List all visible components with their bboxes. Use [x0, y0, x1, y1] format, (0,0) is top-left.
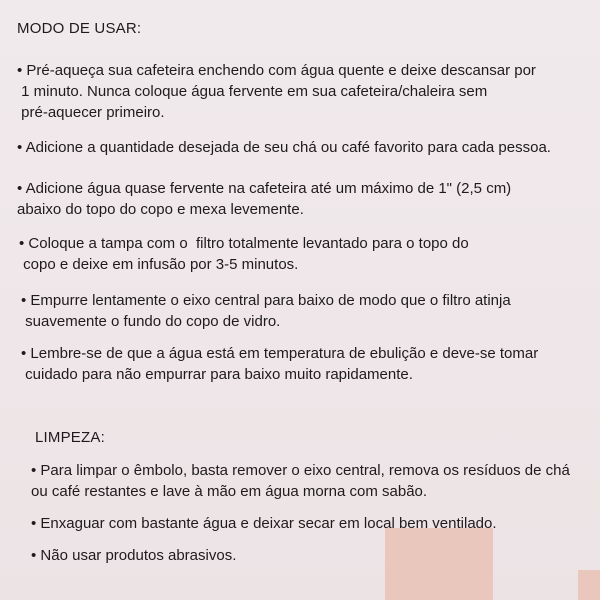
- instruction-item-2: [17, 137, 551, 158]
- cleaning-line: • Para limpar o êmbolo, basta remover o eixo central, remova os resíduos de chá: [31, 462, 570, 479]
- instruction-line: • Lembre-se de que a água está em temperatura de ebulição e deve-se tomar: [21, 345, 539, 362]
- instruction-line: • Pré-aqueça sua cafeteira enchendo com água quente e deixe descansar por: [17, 62, 536, 79]
- instruction-line: • Empurre lentamente o eixo central para baixo de modo que o filtro atinja: [21, 292, 511, 309]
- cleaning-line: • Enxaguar com bastante água e deixar secar em local bem ventilado.: [31, 515, 497, 532]
- cleaning-item-1: [31, 460, 570, 502]
- decorative-block: [385, 528, 493, 600]
- instruction-line: abaixo do topo do copo e mexa levemente.: [17, 201, 304, 218]
- cleaning-item-2: [31, 513, 497, 534]
- section-title-modo-de-usar: MODO DE USAR:: [17, 20, 142, 37]
- instruction-item-6: [21, 343, 538, 385]
- instruction-item-5: [21, 290, 511, 332]
- instruction-line: copo e deixe em infusão por 3-5 minutos.: [19, 256, 299, 273]
- instruction-item-4: [19, 233, 469, 275]
- instruction-line: • Adicione a quantidade desejada de seu chá ou café favorito para cada pessoa.: [17, 139, 551, 156]
- instruction-line: • Adicione água quase fervente na cafeteira até um máximo de 1" (2,5 cm): [17, 180, 512, 197]
- instruction-line: pré-aquecer primeiro.: [17, 104, 165, 121]
- instruction-line: • Coloque a tampa com o filtro totalmente levantado para o topo do: [19, 235, 469, 252]
- cleaning-line: • Não usar produtos abrasivos.: [31, 547, 237, 564]
- cleaning-item-3: [31, 545, 236, 566]
- instruction-line: cuidado para não empurrar para baixo muito rapidamente.: [21, 366, 413, 383]
- section-title-limpeza: LIMPEZA:: [35, 429, 105, 446]
- cleaning-line: ou café restantes e lave à mão em água morna com sabão.: [31, 483, 428, 500]
- decorative-block-small: [578, 570, 600, 600]
- instruction-item-1: [17, 60, 536, 123]
- instruction-line: 1 minuto. Nunca coloque água fervente em sua cafeteira/chaleira sem: [17, 83, 488, 100]
- instruction-line: suavemente o fundo do copo de vidro.: [21, 313, 281, 330]
- instruction-item-3: [17, 178, 511, 220]
